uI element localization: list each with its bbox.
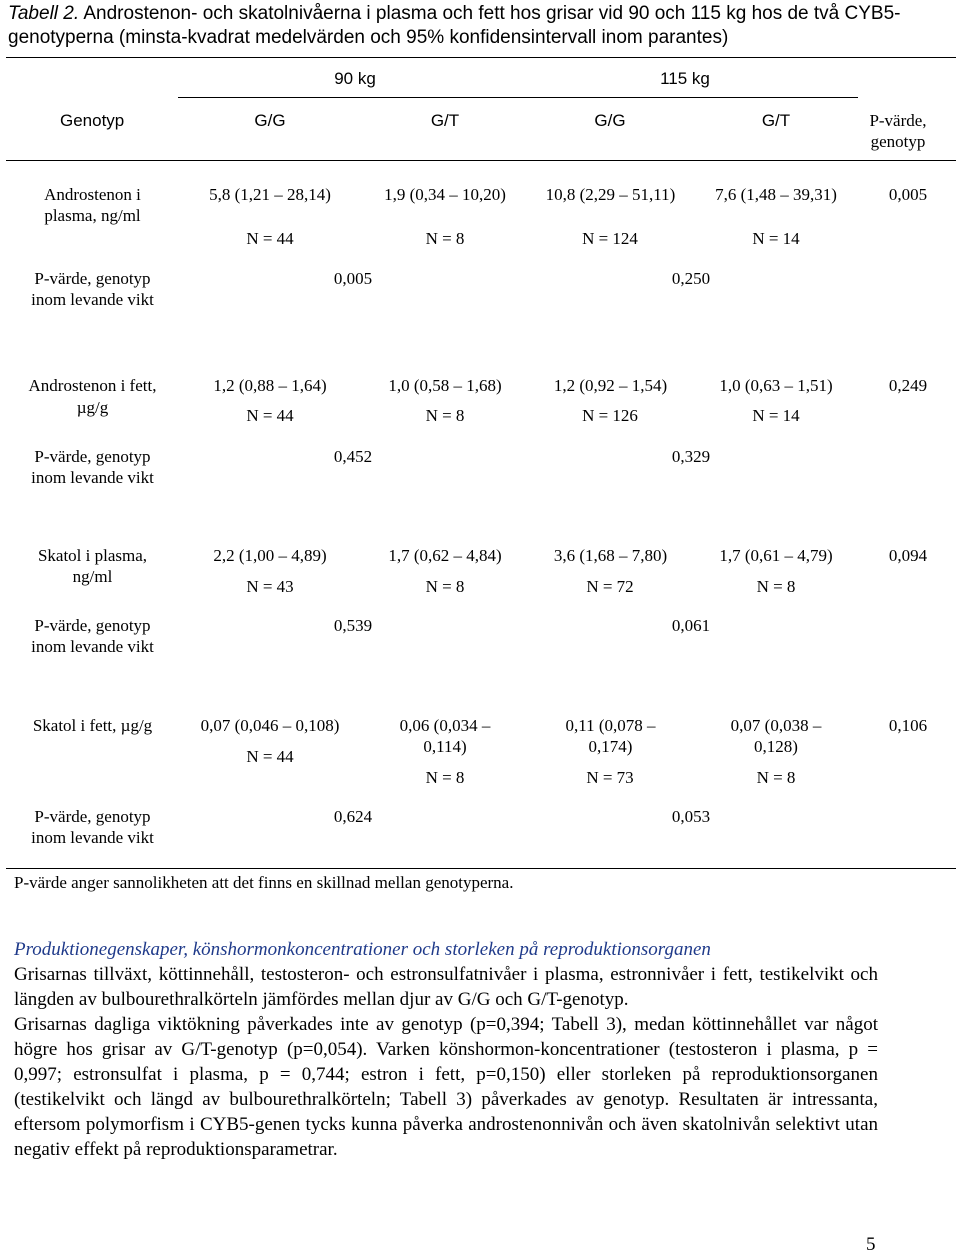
- p-weight-label-line1: P-värde, genotyp: [34, 447, 151, 466]
- p-weight-label-line1: P-värde, genotyp: [34, 807, 151, 826]
- cell-value: 1,2 (0,88 – 1,64): [213, 376, 327, 395]
- p-weight-value-gg: 0,539: [333, 616, 373, 635]
- section-heading: Produktionegenskaper, könshormonkoncentrationer och storleken på reproduktionsorganen: [14, 939, 711, 960]
- cell-value: 5,8 (1,21 – 28,14): [209, 185, 331, 204]
- cell-value: 1,2 (0,92 – 1,54): [553, 376, 668, 395]
- p-genotype-value: 0,106: [888, 716, 928, 735]
- p-weight-label-line2: inom levande vikt: [31, 290, 154, 309]
- cell-n: N = 8: [756, 768, 796, 787]
- cell-n: N = 8: [425, 577, 465, 596]
- cell-value-line1: 0,07 (0,038 –: [730, 716, 822, 735]
- cell-n: N = 8: [425, 229, 465, 248]
- col-header-pvalue-line1: P-värde,: [869, 111, 927, 130]
- cell-n: N = 14: [752, 406, 800, 425]
- cell-n: N = 43: [246, 577, 294, 596]
- paragraph-1: Grisarnas tillväxt, köttinnehåll, testosteron- och estronsulfatnivåer i plasma, estronnivåer i fett, testikelvikt och längden av bulbourethralkörteln jämfördes mellan djur av G/G och G/T-genotyp.: [14, 964, 878, 1010]
- p-weight-value-gg: 0,005: [333, 269, 373, 288]
- p-genotype-value: 0,249: [888, 376, 928, 395]
- cell-value-line2: 0,128): [754, 737, 798, 756]
- cell-n: N = 73: [586, 768, 634, 787]
- col-header-genotyp: Genotyp: [60, 111, 125, 130]
- p-weight-label-line1: P-värde, genotyp: [34, 269, 151, 288]
- p-weight-label-line1: P-värde, genotyp: [34, 616, 151, 635]
- cell-n: N = 126: [582, 406, 638, 425]
- p-weight-label-line2: inom levande vikt: [31, 637, 154, 656]
- cell-value: 10,8 (2,29 – 51,11): [545, 185, 676, 204]
- weight-group-rule: [178, 97, 858, 98]
- col-header-pvalue-line2: genotyp: [870, 132, 926, 151]
- p-weight-value-gg: 0,452: [333, 447, 373, 466]
- paragraph-2: Grisarnas dagliga viktökning påverkades inte av genotyp (p=0,394; Tabell 3), medan köttinnehållet var något högre hos grisar av G/T-genotyp (p=0,054). Varken könshormon-koncentrationer (testosteron i plasma, p = 0,997; estronsulfat i plasma, p = 0,744; estron i fett, p=0,150) eller storleken på reproduktionsorganen (testikelvikt och längd av bulbourethralkörteln; Tabell 3) påverkades av genotyp. Resultaten är intressanta, eftersom polymorfism i CYB5-genen tycks kunna påverka androstenonnivån och även skatolnivån selektivt utan negativ effekt på reproduktionsparametrar.: [14, 1014, 878, 1160]
- table-caption-label: Tabell 2.: [8, 3, 80, 24]
- col-header-gt-115: G/T: [761, 111, 791, 130]
- cell-value: 7,6 (1,48 – 39,31): [715, 185, 837, 204]
- p-genotype-value: 0,094: [888, 546, 928, 565]
- row-label-line1: Androstenon i fett,: [28, 376, 157, 395]
- row-label-line2: µg/g: [76, 398, 109, 417]
- row-label-line1: Skatol i fett, µg/g: [32, 716, 153, 735]
- cell-value-line1: 0,06 (0,034 –: [399, 716, 491, 735]
- cell-n: N = 72: [586, 577, 634, 596]
- table-footnote: P-värde anger sannolikheten att det finns en skillnad mellan genotyperna.: [14, 873, 514, 892]
- cell-value-line2: 0,174): [588, 737, 633, 756]
- cell-n: N = 8: [425, 768, 465, 787]
- cell-value-line2: 0,114): [423, 737, 467, 756]
- weight-header-90: 90 kg: [334, 69, 376, 88]
- cell-value: 0,07 (0,046 – 0,108): [200, 716, 340, 735]
- cell-value: 1,7 (0,62 – 4,84): [388, 546, 502, 565]
- row-label-line2: plasma, ng/ml: [44, 206, 141, 225]
- cell-value-line1: 0,11 (0,078 –: [565, 716, 656, 735]
- p-weight-label-line2: inom levande vikt: [31, 468, 154, 487]
- cell-value: 1,0 (0,63 – 1,51): [719, 376, 833, 395]
- table-caption-text: Androstenon- och skatolnivåerna i plasma och fett hos grisar vid 90 och 115 kg hos de två CYB5-genotyperna (minsta-kvadrat medelvärden och 95% konfidensintervall inom parantes): [8, 3, 901, 48]
- cell-n: N = 44: [246, 747, 294, 766]
- row-label-line2: ng/ml: [72, 567, 113, 586]
- cell-n: N = 14: [752, 229, 800, 248]
- cell-n: N = 8: [756, 577, 796, 596]
- table-header-rule: [6, 160, 956, 161]
- cell-value: 1,9 (0,34 – 10,20): [384, 185, 506, 204]
- col-header-gg-90: G/G: [254, 111, 286, 130]
- table-top-rule: [6, 57, 956, 58]
- p-genotype-value: 0,005: [888, 185, 928, 204]
- weight-header-115: 115 kg: [660, 69, 710, 88]
- p-weight-value-gt: 0,250: [671, 269, 711, 288]
- cell-n: N = 124: [582, 229, 638, 248]
- cell-n: N = 44: [246, 229, 294, 248]
- table-bottom-rule: [6, 868, 956, 869]
- p-weight-label-line2: inom levande vikt: [31, 828, 154, 847]
- col-header-gt-90: G/T: [430, 111, 460, 130]
- cell-value: 2,2 (1,00 – 4,89): [213, 546, 327, 565]
- cell-value: 1,0 (0,58 – 1,68): [388, 376, 502, 395]
- p-weight-value-gt: 0,061: [671, 616, 711, 635]
- cell-value: 1,7 (0,61 – 4,79): [719, 546, 833, 565]
- cell-n: N = 44: [246, 406, 294, 425]
- row-label-line1: Skatol i plasma,: [37, 546, 148, 565]
- table-caption: [8, 2, 948, 50]
- p-weight-value-gg: 0,624: [333, 807, 373, 826]
- row-label-line1: Androstenon i: [44, 185, 141, 204]
- page-number: 5: [866, 1234, 876, 1255]
- col-header-gg-115: G/G: [594, 111, 626, 130]
- p-weight-value-gt: 0,053: [671, 807, 711, 826]
- cell-value: 3,6 (1,68 – 7,80): [553, 546, 668, 565]
- p-weight-value-gt: 0,329: [671, 447, 711, 466]
- cell-n: N = 8: [425, 406, 465, 425]
